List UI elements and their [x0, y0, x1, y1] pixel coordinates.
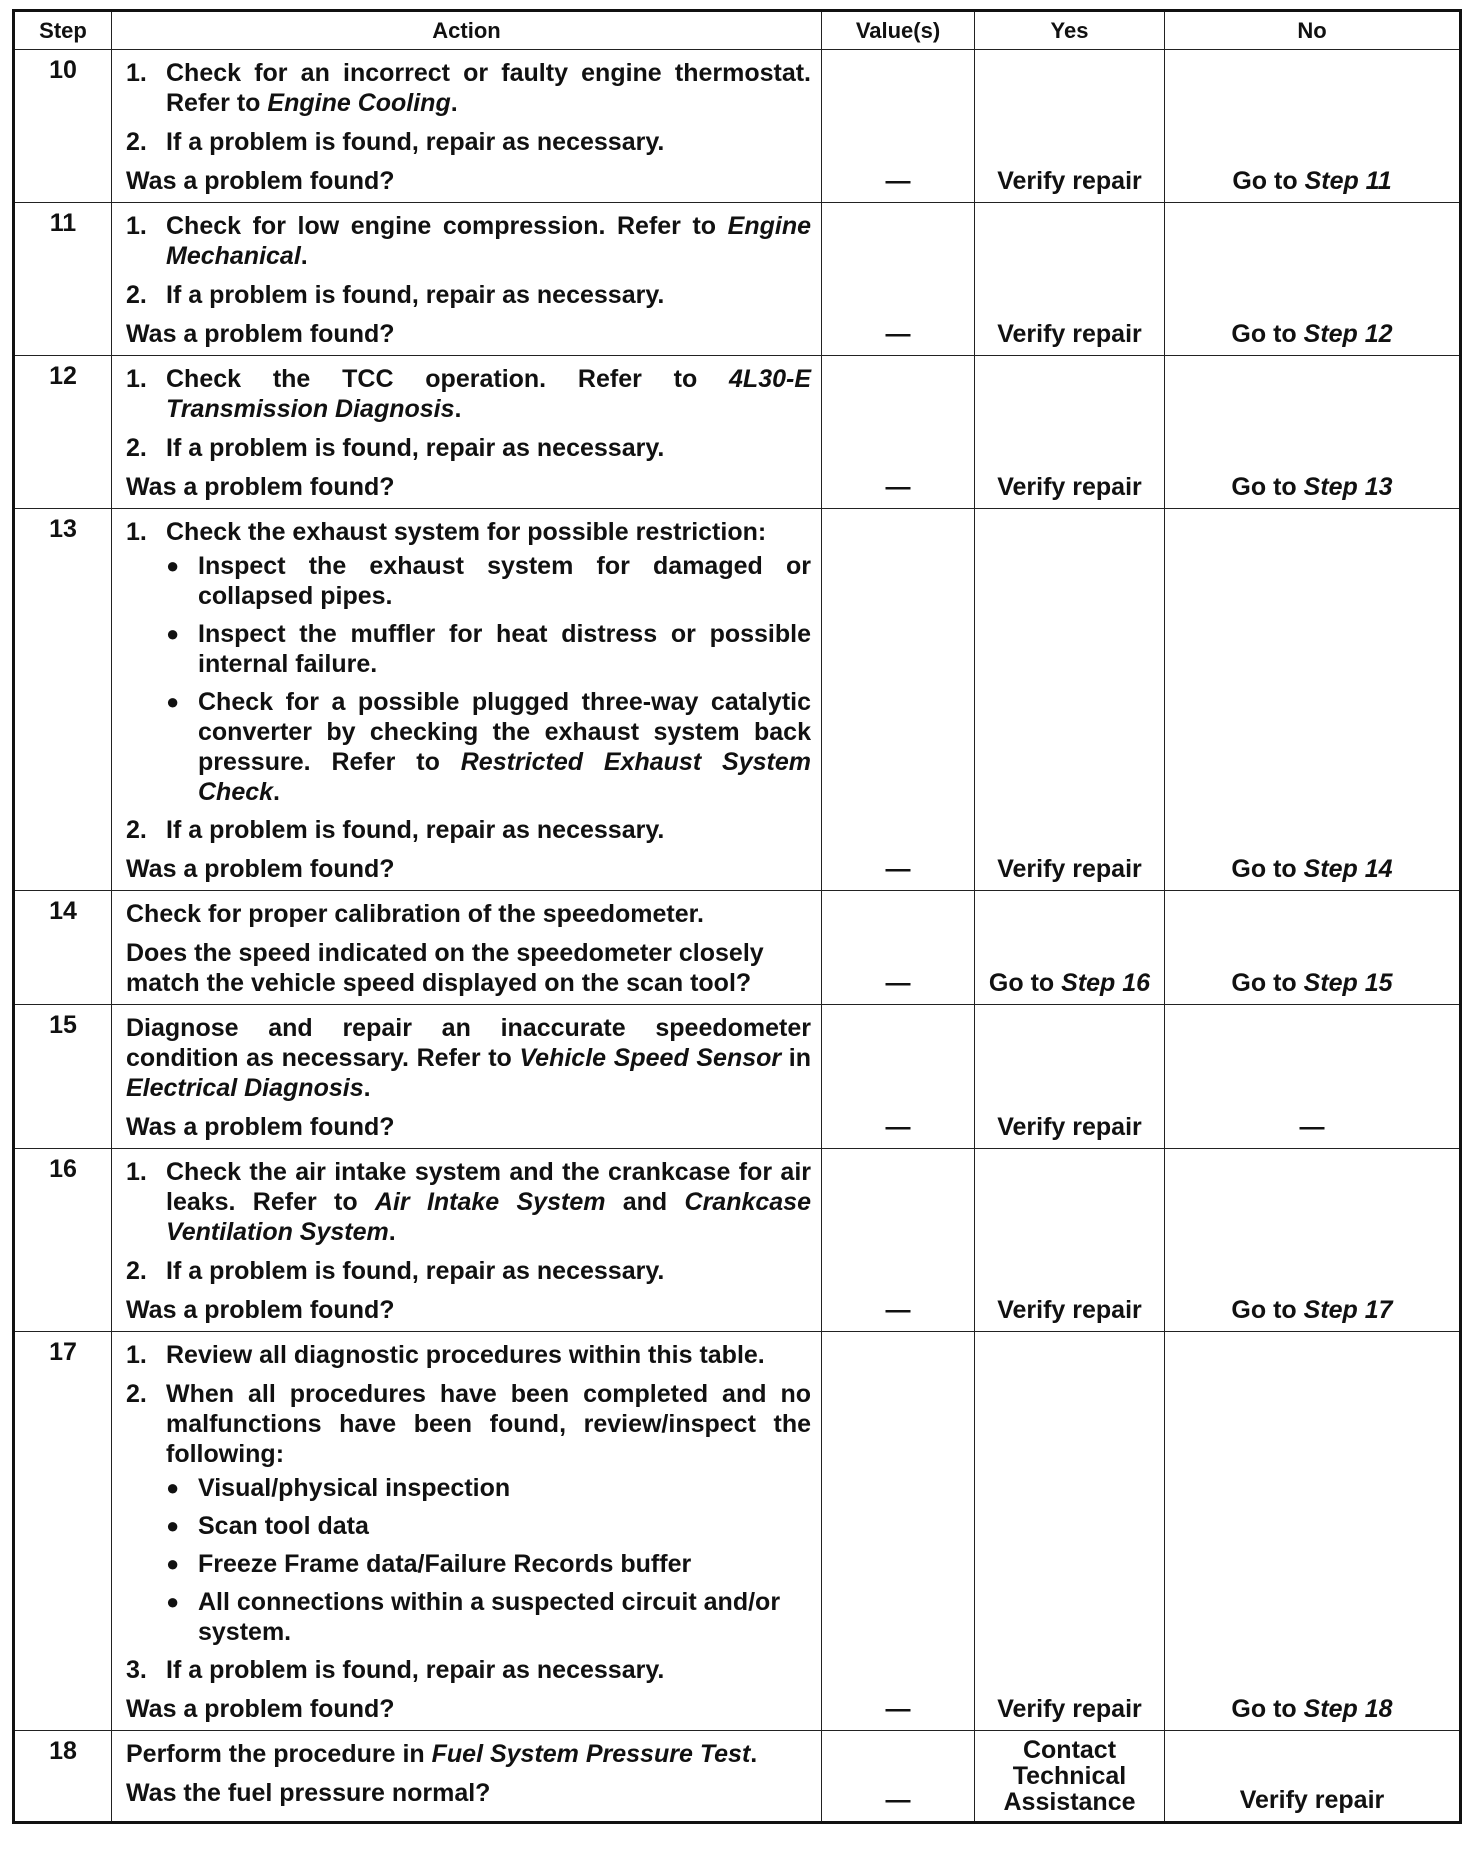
action-text: If a problem is found, repair as necessary. [166, 128, 665, 156]
table-row [14, 509, 1461, 891]
value-cell: — [822, 1149, 975, 1332]
step-link: Step 16 [1061, 969, 1151, 997]
action-text: If a problem is found, repair as necessary. [166, 1656, 665, 1684]
no-cell [1165, 891, 1461, 1005]
item-number: 2. [126, 1257, 147, 1285]
step-number: 16 [14, 1149, 112, 1332]
no-cell [1165, 356, 1461, 509]
no-cell [1165, 509, 1461, 891]
table-row [14, 1731, 1461, 1823]
yes-cell: Verify repair [975, 203, 1165, 356]
yes-cell: Verify repair [975, 1332, 1165, 1731]
step-link: Step 13 [1303, 473, 1393, 501]
question-text: Was a problem found? [126, 855, 395, 883]
step-number: 18 [14, 1731, 112, 1823]
question-text: Was a problem found? [126, 473, 395, 501]
reference-link: Engine Cooling [267, 89, 451, 117]
table-row [14, 1005, 1461, 1149]
action-text: Review all diagnostic procedures within this table. [166, 1341, 765, 1369]
value-cell: — [822, 891, 975, 1005]
list-item [166, 551, 811, 611]
action-cell [112, 1005, 822, 1149]
action-text: . [388, 1218, 396, 1246]
action-cell [112, 356, 822, 509]
no-cell [1165, 1149, 1461, 1332]
step-link: Step 14 [1303, 855, 1393, 883]
list-item [166, 619, 811, 679]
action-cell [112, 203, 822, 356]
header-no: No [1165, 11, 1461, 50]
reference-link: 4L30-E Transmission Diagnosis [166, 365, 811, 423]
value-cell: — [822, 356, 975, 509]
action-cell [112, 1731, 822, 1823]
value-cell: — [822, 509, 975, 891]
step-number: 13 [14, 509, 112, 891]
table-row [14, 1332, 1461, 1731]
step-link: Step 15 [1303, 969, 1393, 997]
action-cell [112, 1332, 822, 1731]
goto-label: Go to [1232, 167, 1305, 195]
action-text: If a problem is found, repair as necessary. [166, 1257, 665, 1285]
goto-label: Go to [1231, 1296, 1304, 1324]
header-step: Step [14, 11, 112, 50]
header-row [14, 11, 1461, 50]
table-row [14, 203, 1461, 356]
list-item [166, 687, 811, 807]
list-item [166, 1511, 811, 1541]
bullet-list [166, 551, 811, 807]
item-number: 2. [126, 281, 147, 309]
item-number: 2. [126, 1380, 147, 1408]
table-row [14, 50, 1461, 203]
item-number: 1. [126, 518, 147, 546]
bullet-icon: ● [166, 689, 180, 714]
header-values: Value(s) [822, 11, 975, 50]
reference-link: Engine Mechanical [166, 212, 811, 270]
no-cell: — [1165, 1005, 1461, 1149]
no-cell: Verify repair [1165, 1731, 1461, 1823]
action-text: . [454, 395, 462, 423]
table-row [14, 1149, 1461, 1332]
bullet-icon: ● [166, 553, 180, 578]
action-text: Check for proper calibration of the speedometer. [126, 900, 704, 928]
list-item [166, 1549, 811, 1579]
step-number: 17 [14, 1332, 112, 1731]
no-cell [1165, 50, 1461, 203]
bullet-icon: ● [166, 1589, 180, 1614]
bullet-list [166, 1473, 811, 1647]
table-row [14, 891, 1461, 1005]
bullet-text: . [273, 778, 280, 806]
yes-cell: Verify repair [975, 356, 1165, 509]
goto-label: Go to [988, 969, 1062, 997]
value-cell: — [822, 203, 975, 356]
step-link: Step 18 [1303, 1695, 1393, 1723]
item-number: 1. [126, 365, 147, 393]
value-cell: — [822, 50, 975, 203]
no-cell [1165, 203, 1461, 356]
item-number: 3. [126, 1656, 147, 1684]
action-text: Perform the procedure in [126, 1740, 432, 1768]
action-cell [112, 50, 822, 203]
reference-link: Restricted Exhaust System Check [198, 748, 811, 806]
action-text: and [605, 1188, 685, 1216]
action-text: Check the exhaust system for possible restriction: [166, 518, 767, 546]
item-number: 2. [126, 816, 147, 844]
action-cell [112, 1149, 822, 1332]
action-text: . [363, 1074, 371, 1102]
item-number: 1. [126, 59, 147, 87]
list-item [166, 1473, 811, 1503]
step-number: 14 [14, 891, 112, 1005]
item-number: 1. [126, 1158, 147, 1186]
bullet-text: Inspect the exhaust system for damaged or collapsed pipes. [198, 552, 811, 610]
goto-label: Go to [1231, 855, 1304, 883]
item-number: 2. [126, 434, 147, 462]
question-text: Was a problem found? [126, 1113, 395, 1141]
yes-cell: Verify repair [975, 509, 1165, 891]
item-number: 2. [126, 128, 147, 156]
action-cell [112, 891, 822, 1005]
step-link: Step 12 [1303, 320, 1393, 348]
bullet-text: Inspect the muffler for heat distress or possible internal failure. [198, 620, 811, 678]
action-text: When all procedures have been completed and no malfunctions have been found, review/inspect the following: [166, 1380, 811, 1468]
table-row [14, 356, 1461, 509]
question-text: Was a problem found? [126, 1296, 395, 1324]
reference-link: Vehicle Speed Sensor [519, 1044, 782, 1072]
question-text: Was a problem found? [126, 320, 395, 348]
action-text: Check the air intake system and the crankcase for air leaks. Refer to [166, 1158, 811, 1216]
question-text: Does the speed indicated on the speedometer closely match the vehicle speed displayed on the scan tool? [126, 939, 764, 997]
action-text: Check for an incorrect or faulty engine thermostat. Refer to [166, 59, 811, 117]
header-yes: Yes [975, 11, 1165, 50]
action-text: in [781, 1044, 811, 1072]
reference-link: Crankcase Ventilation System [166, 1188, 811, 1246]
action-text: Check the TCC operation. Refer to [166, 365, 730, 393]
question-text: Was a problem found? [126, 167, 395, 195]
question-text: Was a problem found? [126, 1695, 395, 1723]
step-link: Step 17 [1303, 1296, 1393, 1324]
bullet-icon: ● [166, 1475, 180, 1500]
action-cell [112, 509, 822, 891]
no-cell [1165, 1332, 1461, 1731]
action-text: . [300, 242, 308, 270]
list-item [166, 1587, 811, 1647]
action-text: If a problem is found, repair as necessary. [166, 434, 665, 462]
step-number: 15 [14, 1005, 112, 1149]
yes-cell: Verify repair [975, 50, 1165, 203]
bullet-text: Scan tool data [198, 1512, 369, 1540]
action-text: If a problem is found, repair as necessary. [166, 281, 665, 309]
bullet-text: Visual/physical inspection [198, 1474, 511, 1502]
value-cell: — [822, 1731, 975, 1823]
yes-cell [975, 891, 1165, 1005]
bullet-text: All connections within a suspected circuit and/or system. [198, 1588, 781, 1646]
goto-label: Go to [1231, 1695, 1304, 1723]
action-text: . [450, 89, 458, 117]
action-text: . [750, 1740, 758, 1768]
goto-label: Go to [1231, 320, 1304, 348]
step-number: 12 [14, 356, 112, 509]
bullet-text: Check for a possible plugged three-way catalytic converter by checking the exhaust system back pressure. Refer to [198, 688, 811, 776]
bullet-icon: ● [166, 621, 180, 646]
bullet-icon: ● [166, 1513, 180, 1538]
reference-link: Air Intake System [374, 1188, 606, 1216]
step-link: Step 11 [1304, 167, 1392, 195]
header-action: Action [112, 11, 822, 50]
bullet-icon: ● [166, 1551, 180, 1576]
item-number: 1. [126, 1341, 147, 1369]
value-cell: — [822, 1332, 975, 1731]
question-text: Was the fuel pressure normal? [126, 1779, 491, 1807]
reference-link: Electrical Diagnosis [126, 1074, 364, 1102]
step-number: 11 [14, 203, 112, 356]
action-text: If a problem is found, repair as necessary. [166, 816, 665, 844]
goto-label: Go to [1231, 473, 1304, 501]
action-text: Diagnose and repair an inaccurate speedometer condition as necessary. Refer to [126, 1014, 811, 1072]
item-number: 1. [126, 212, 147, 240]
yes-cell: Verify repair [975, 1149, 1165, 1332]
goto-label: Go to [1231, 969, 1304, 997]
action-text: Check for low engine compression. Refer to [166, 212, 728, 240]
bullet-text: Freeze Frame data/Failure Records buffer [198, 1550, 692, 1578]
diagnostic-table [12, 9, 1462, 1824]
step-number: 10 [14, 50, 112, 203]
value-cell: — [822, 1005, 975, 1149]
yes-cell: Contact Technical Assistance [975, 1731, 1165, 1823]
reference-link: Fuel System Pressure Test [431, 1740, 751, 1768]
yes-cell: Verify repair [975, 1005, 1165, 1149]
